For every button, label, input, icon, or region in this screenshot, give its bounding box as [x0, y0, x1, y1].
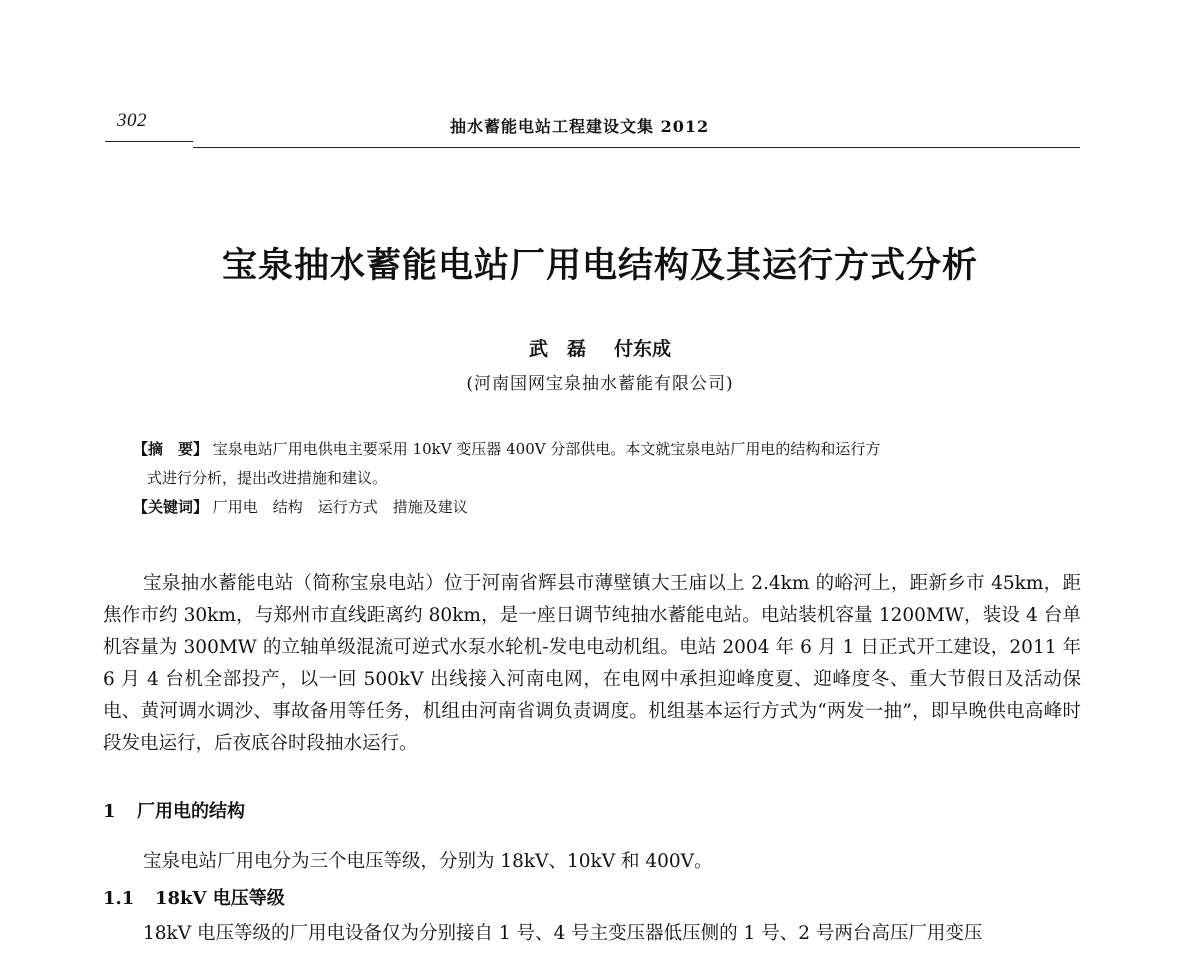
abstract-line [133, 464, 1053, 493]
authors-line [0, 334, 1200, 361]
page-number: 302 [117, 110, 147, 131]
keywords-label: 【关键词】 [133, 498, 209, 516]
abstract-line [133, 435, 1053, 464]
author-name: 武 磊 [528, 338, 586, 360]
section-paragraph: 宝泉电站厂用电分为三个电压等级，分别为 18kV、10kV 和 400V。 [143, 851, 713, 872]
section-title: 厂用电的结构 [137, 801, 245, 822]
abstract-label: 【摘 要】 [133, 440, 209, 458]
keywords-text: 厂用电 结构 运行方式 措施及建议 [212, 498, 468, 516]
affiliation: (河南国网宝泉抽水蓄能有限公司) [466, 374, 734, 394]
header-rule-left [105, 141, 193, 142]
keywords-line [133, 493, 1053, 522]
subsection-title: 18kV 电压等级 [155, 888, 285, 909]
section-heading [103, 797, 245, 823]
subsection-number: 1.1 [103, 888, 135, 909]
header-rule-right [193, 147, 1080, 148]
intro-paragraph: 宝泉抽水蓄能电站（简称宝泉电站）位于河南省辉县市薄壁镇大王庙以上 2.4km 的峪河上，距新乡市 45km，距焦作市约 30km，与郑州市直线距离约 80km，是一座日调节纯抽水蓄能电站。电站装机容量 1200MW，装设 4 台单机容量为 300MW 的立轴单级混流可逆式水泵水轮机-发电电动机组。电站 2004 年 6 月 1 日正式开工建设，2011 年 6 月 4 台机全部投产，以一回 500kV 出线接入河南电网，在电网中承担迎峰度夏、迎峰度冬、重大节假日及活动保电、黄河调水调沙、事故备用等任务，机组由河南省调负责调度。机组基本运行方式为“两发一抽”，即早晚供电高峰时段发电运行，后夜底谷时段抽水运行。 [103, 573, 1081, 754]
running-title: 抽水蓄能电站工程建设文集 2012 [450, 117, 710, 136]
subsection-paragraph: 18kV 电压等级的厂用电设备仅为分别接自 1 号、4 号主变压器低压侧的 1 号、2 号两台高压厂用变压 [143, 923, 983, 944]
abstract-block [133, 435, 1053, 522]
abstract-text-continued: 式进行分析，提出改进措施和建议。 [147, 469, 388, 487]
abstract-text: 宝泉电站厂用电供电主要采用 10kV 变压器 400V 分部供电。本文就宝泉电站厂用电的结构和运行方 [212, 440, 881, 458]
paper-title: 宝泉抽水蓄能电站厂用电结构及其运行方式分析 [221, 245, 978, 286]
section-number: 1 [103, 801, 116, 822]
subsection-heading [103, 884, 285, 910]
author-name: 付东成 [614, 338, 672, 360]
page-header [105, 108, 1080, 148]
